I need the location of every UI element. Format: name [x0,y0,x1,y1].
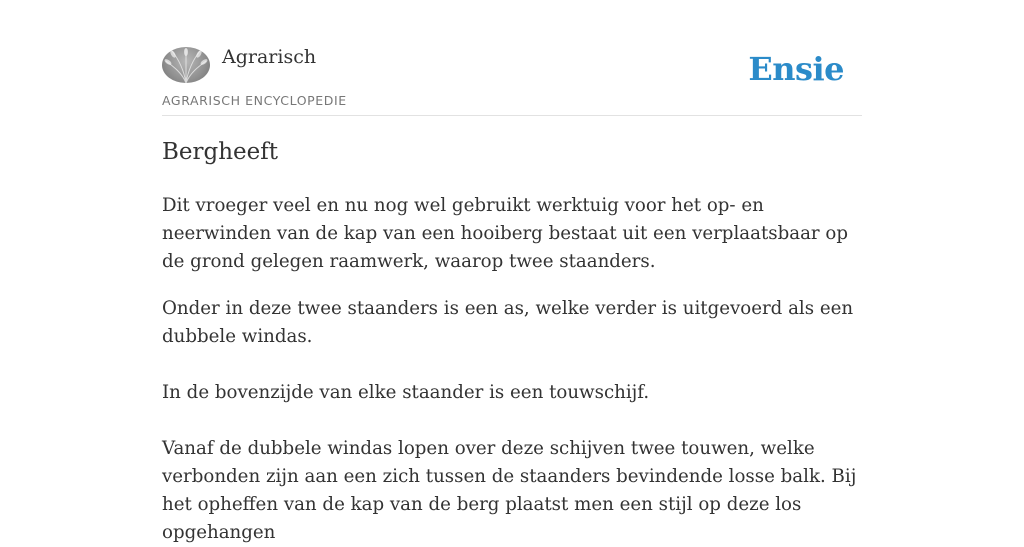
wheat-photo-icon[interactable] [162,47,210,83]
source-subtitle[interactable]: AGRARISCH ENCYCLOPEDIE [162,93,347,108]
header [162,0,862,116]
source-name[interactable]: Agrarisch [222,46,317,68]
paragraph-2: Onder in deze twee staanders is een as, welke verder is uitgevoerd als een dubbele windas. [162,298,854,347]
line-break [162,407,862,435]
page [162,0,862,543]
ensie-logo-link[interactable]: Ensie [748,50,844,88]
paragraph-1: Dit vroeger veel en nu nog wel gebruikt werktuig voor het op- en neerwinden van de kap van een hooiberg bestaat uit een verplaatsbaar op de grond gelegen raamwerk, waarop twee staanders. [162,195,848,272]
line-break [162,351,862,379]
paragraph-3: In de bovenzijde van elke staander is een touwschijf. [162,382,650,403]
article-body [162,192,862,547]
article-title: Bergheeft [162,139,279,165]
paragraph-4: Vanaf de dubbele windas lopen over deze schijven twee touwen, welke verbonden zijn aan een zich tussen de staanders bevindende losse balk. Bij het opheffen van de kap van de berg plaatst men een stijl op deze los opgehangen [162,438,857,543]
